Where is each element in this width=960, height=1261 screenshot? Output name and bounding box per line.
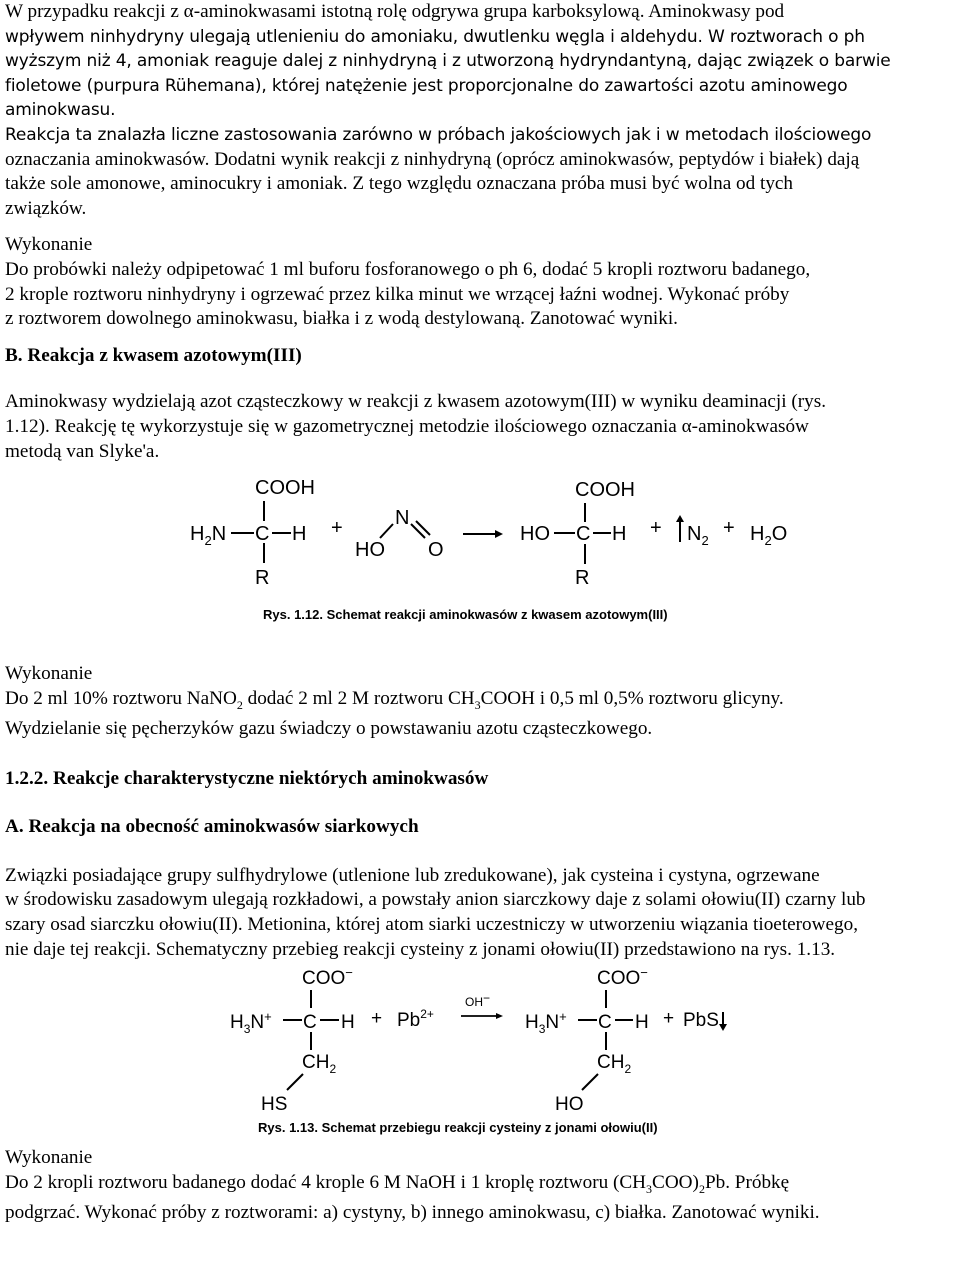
hydrogen-atom: H <box>635 1012 649 1034</box>
paragraph-line: Aminokwasy wydzielają azot cząsteczkowy w reakcji z kwasem azotowym(III) w wyniku deaminacji (rys. <box>5 391 827 413</box>
methylene-group: $CH_2$ <box>302 1052 337 1077</box>
alpha-carbon: C <box>255 523 270 546</box>
intro-line: także sole amonowe, aminocukry i amoniak. Z tego względu oznaczana próba musi być wolna od tych <box>5 173 794 195</box>
carboxylate-group: COO− <box>302 965 353 990</box>
intro-line: związków. <box>5 197 87 219</box>
plus-sign: + <box>650 517 662 540</box>
carboxylate-group: COO− <box>597 965 648 990</box>
procedure-line: 2 krople roztworu ninhydryny i ogrzewać przez kilka minut we wrzącej łaźni wodnej. Wykonać próby <box>5 283 790 305</box>
procedure-heading: Wykonanie <box>5 234 93 256</box>
paragraph-line: Związki posiadające grupy sulfhydrylowe (utlenione lub zredukowane), jak cysteina i cystyna, ogrzewane <box>5 864 820 886</box>
nitrogen-atom: N <box>395 507 410 530</box>
thiol-group: HS <box>261 1094 288 1116</box>
ammonium-group: $H_3N^+$ <box>525 1009 567 1037</box>
intro-paragraph <box>5 0 960 221</box>
hydroxyl-group: HO <box>555 1094 584 1116</box>
procedure-line: Do probówki należy odpipetować 1 ml buforu fosforanowego o ph 6, dodać 5 kropli roztworu badanego, <box>5 258 811 280</box>
paragraph-line: nie daje tej reakcji. Schematyczny przebieg reakcji cysteiny z jonami ołowiu(II) przedstawiono na rys. 1.13. <box>5 938 836 960</box>
intro-line: Reakcja ta znalazła liczne zastosowania zarówno w próbach jakościowych jak i w metodach ilościowego <box>5 124 872 145</box>
figure-1-13-reaction-scheme <box>5 962 960 1146</box>
h2n-group: $H_2N$ <box>190 523 227 549</box>
hydrogen-atom: H <box>292 523 307 546</box>
plus-sign: + <box>331 517 343 540</box>
alpha-carbon: C <box>576 523 591 546</box>
procedure-line: Do 2 kropli roztworu badanego dodać 4 krople 6 M NaOH i 1 kroplę roztworu $(CH_3COO)_2Pb$. Próbkę <box>5 1171 790 1196</box>
ninhydrin-procedure <box>5 233 960 331</box>
intro-line: wpływem ninhydryny ulegają utlenieniu do amoniaku, dwutlenku węgla i aldehydu. W roztworach o ph <box>5 26 865 47</box>
section-heading-122: 1.2.2. Reakcje charakterystyczne niektórych aminokwasów <box>5 767 489 789</box>
figure-caption: Rys. 1.12. Schemat reakcji aminokwasów z kwasem azotowym(III) <box>263 607 668 623</box>
section-heading-a: A. Reakcja na obecność aminokwasów siarkowych <box>5 816 419 838</box>
intro-line: wyższym niż 4, amoniak reaguje dalej z ninhydryną i z utworzoną hydryndantyną, dając związek o barwie <box>5 51 891 72</box>
procedure-heading: Wykonanie <box>5 663 93 685</box>
nitrite-procedure <box>5 662 960 742</box>
paragraph-line: metodą van Slyke'a. <box>5 440 160 462</box>
nitrous-acid-paragraph <box>5 390 960 464</box>
cooh-group: COOH <box>575 479 635 502</box>
oxygen-atom: O <box>428 539 444 562</box>
paragraph-line: szary osad siarczku ołowiu(II). Metionina, której atom siarki uczestniczy w utworzeniu wiązania tioeterowego, <box>5 914 859 936</box>
r-group: R <box>255 567 270 590</box>
r-group: R <box>575 567 590 590</box>
procedure-heading: Wykonanie <box>5 1147 93 1169</box>
methylene-group: $CH_2$ <box>597 1052 632 1077</box>
intro-line: oznaczania aminokwasów. Dodatni wynik reakcji z ninhydryną (oprócz aminokwasów, peptydów i białek) dają <box>5 148 860 170</box>
paragraph-line: 1.12). Reakcję tę wykorzystuje się w gazometrycznej metodzie ilościowego oznaczania α-aminokwasów <box>5 415 809 437</box>
plus-sign: + <box>663 1008 675 1030</box>
procedure-line: podgrzać. Wykonać próby z roztworami: a) cystyny, b) innego aminokwasu, c) białka. Zanotować wyniki. <box>5 1202 820 1224</box>
alpha-carbon: C <box>303 1012 317 1034</box>
hydrogen-atom: H <box>341 1012 355 1034</box>
nitrogen-gas: $N_2$ <box>687 523 709 549</box>
section-heading-b: B. Reakcja z kwasem azotowym(III) <box>5 344 302 366</box>
figure-1-12-reaction-scheme <box>5 464 960 662</box>
procedure-line: z roztworem dowolnego aminokwasu, białka i z wodą destylowaną. Zanotować wyniki. <box>5 308 678 330</box>
alpha-carbon: C <box>598 1012 612 1034</box>
hydrogen-atom: H <box>612 523 627 546</box>
lead-ion: $Pb^{2+}$ <box>397 1007 434 1032</box>
intro-line: fioletowe (purpura Rühemana), której natężenie jest proporcjonalne do zawartości azotu aminowego <box>5 75 848 96</box>
figure-caption: Rys. 1.13. Schemat przebiegu reakcji cysteiny z jonami ołowiu(II) <box>258 1120 658 1136</box>
hydroxyl-group: HO <box>355 539 385 562</box>
plus-sign: + <box>723 517 735 540</box>
intro-line: aminokwasu. <box>5 100 116 121</box>
water: $H_2O$ <box>750 523 788 549</box>
sulfur-paragraph <box>5 864 960 962</box>
hydroxyl-group: HO <box>520 523 550 546</box>
ammonium-group: $H_3N^+$ <box>230 1009 272 1037</box>
cooh-group: COOH <box>255 477 315 500</box>
procedure-line: Do 2 ml 10% roztworu NaNO$_2$ dodać 2 ml 2 M roztworu $CH_3COOH$ i 0,5 ml 0,5% roztworu glicyny. <box>5 687 784 712</box>
plus-sign: + <box>371 1008 383 1030</box>
procedure-line: Wydzielanie się pęcherzyków gazu świadczy o powstawaniu azotu cząsteczkowego. <box>5 718 653 740</box>
hydroxide-catalyst: OH− <box>465 991 491 1010</box>
paragraph-line: w środowisku zasadowym ulegają rozkładowi, a powstały anion siarczkowy daje z solami ołowiu(II) czarny lub <box>5 889 866 911</box>
document-page <box>5 0 960 1226</box>
lead-procedure <box>5 1146 960 1226</box>
lead-sulfide: PbS <box>683 1010 719 1032</box>
intro-line: W przypadku reakcji z α-aminokwasami istotną rolę odgrywa grupa karboksylową. Aminokwasy pod <box>5 1 785 22</box>
